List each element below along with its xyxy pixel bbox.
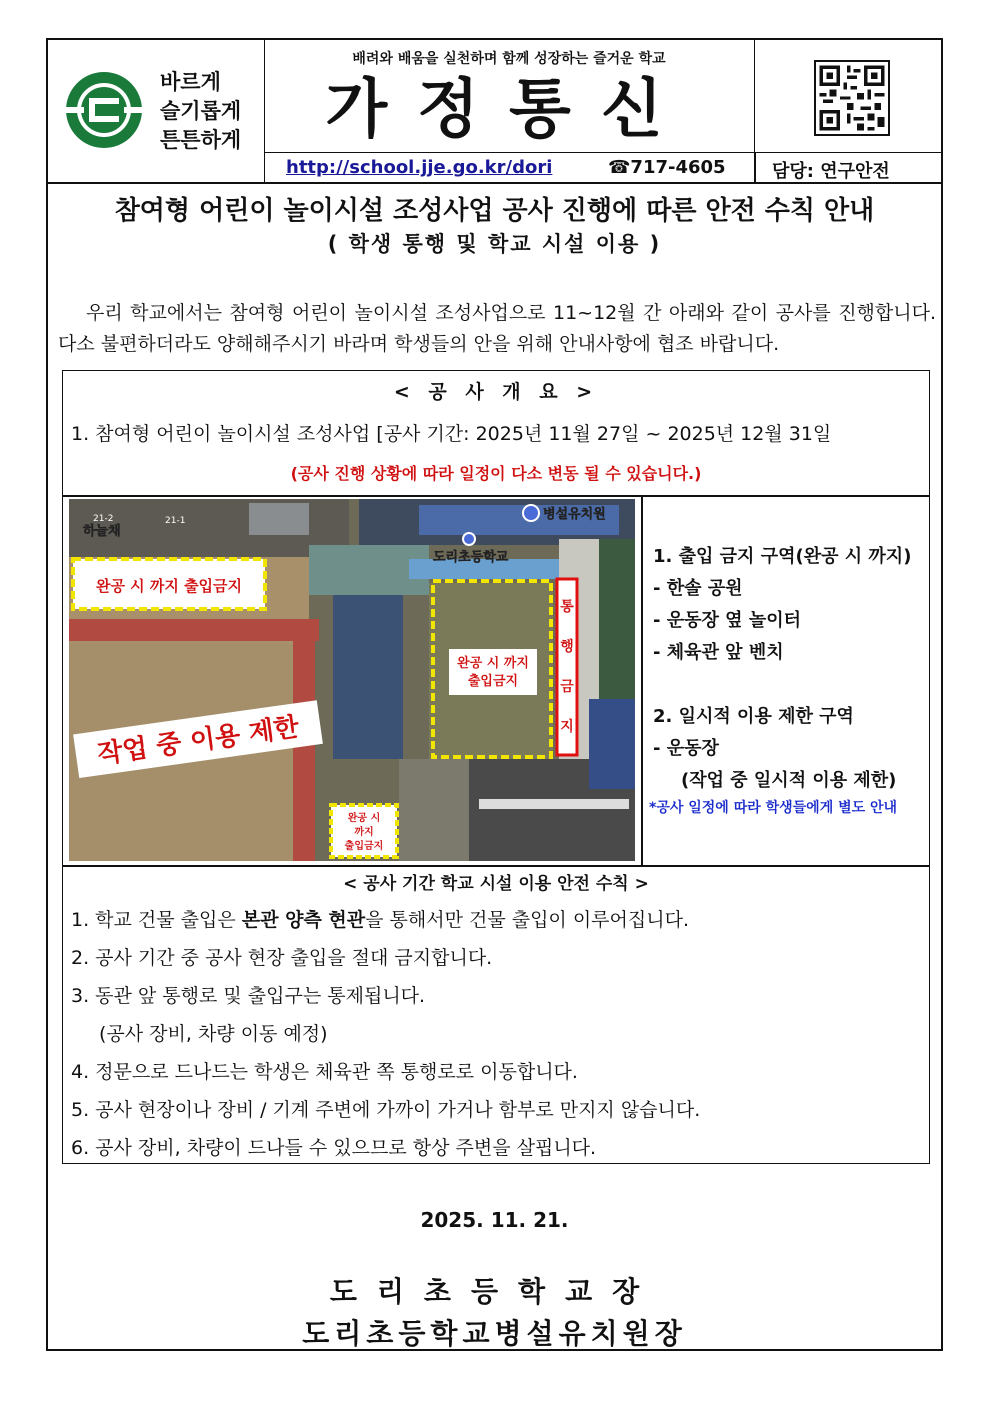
map-zone-bottom-label-2: 까지 [354, 827, 374, 838]
legend-line-2: - 한솔 공원 [653, 578, 743, 599]
intro-paragraph: 우리 학교에서는 참여형 어린이 놀이시설 조성사업으로 11~12월 간 아래와 같이 공사를 진행합니다. 다소 불편하더라도 양해해주시기 바라며 학생들의 안을 위해 안내사항에 협조 바랍니다. [58, 302, 936, 355]
map-lot-number-1: 21-2 [93, 514, 114, 524]
map-place-label: 하늘채 [83, 524, 121, 539]
overview-heading: < 공 사 개 요 > [393, 381, 599, 403]
school-motto [160, 68, 241, 155]
rule-1 [71, 901, 700, 939]
legend-line-1: 1. 출입 금지 구역(완공 시 까지) [653, 546, 912, 567]
rule-4: 4. 정문으로 드나드는 학생은 체육관 쪽 통행로로 이동합니다. [71, 1061, 578, 1083]
legend-line-8: (작업 중 일시적 이용 제한) [681, 770, 897, 791]
content-box [62, 370, 930, 1164]
legend-line-3: - 운동장 옆 놀이터 [653, 610, 801, 631]
logo-cell [48, 40, 265, 182]
map-school-label: 도리초등학교 [433, 550, 509, 565]
legend-line-6: 2. 일시적 이용 제한 구역 [653, 706, 854, 727]
overview-item: 1. 참여형 어린이 놀이시설 조성사업 [공사 기간: 2025년 11월 27일 ~ 2025년 12월 31일 [71, 423, 832, 445]
header-info-row [264, 152, 941, 183]
newsletter-frame [46, 38, 943, 1351]
overview-note: (공사 진행 상황에 따라 일정이 다소 변동 될 수 있습니다.) [290, 464, 702, 483]
map-illustration [69, 499, 635, 861]
map-zone-bottom-label-3: 출입금지 [344, 841, 384, 852]
school-url-link[interactable]: http://school.jje.go.kr/dori [286, 157, 553, 178]
rule-1-post: 을 통해서만 건물 출입이 이루어집니다. [365, 909, 689, 931]
principal-signature: 도리초등학교장 [329, 1275, 660, 1308]
rule-1-pre: 1. 학교 건물 출입은 [71, 909, 242, 931]
school-logo [64, 70, 144, 150]
rule-1-bold: 본관 양측 현관 [241, 909, 366, 931]
map-lot-number-2: 21-1 [165, 516, 186, 526]
notice-subtitle: ( 학생 통행 및 학교 시설 이용 ) [327, 232, 662, 256]
construction-map [69, 499, 635, 861]
divider-bottom [63, 865, 929, 867]
rule-3: 3. 동관 앞 통행로 및 출입구는 통제됩니다. [71, 985, 426, 1007]
phone-number: ☎717-4605 [608, 157, 726, 178]
map-zone-center-label-2: 출입금지 [467, 674, 519, 689]
zone-legend [653, 541, 911, 797]
contact-owner: 담당: 연구안전 [772, 161, 890, 182]
map-no-pass-4: 지 [560, 719, 574, 735]
divider-top [63, 495, 929, 497]
map-zone-center-label-1: 완공 시 까지 [457, 656, 529, 671]
map-no-pass-3: 금 [560, 679, 574, 695]
rule-2: 2. 공사 기간 중 공사 현장 출입을 절대 금지합니다. [71, 947, 493, 969]
divider-vertical [641, 495, 643, 865]
qr-code-icon[interactable] [814, 60, 890, 136]
map-kindergarten-label: 병설유치원 [543, 507, 606, 522]
rule-5: 5. 공사 현장이나 장비 / 기계 주변에 가까이 가거나 함부로 만지지 않습니다. [71, 1099, 701, 1121]
legend-spacer [653, 669, 911, 701]
map-zone-left-label: 완공 시 까지 출입금지 [95, 577, 243, 595]
map-no-pass-1: 통 [560, 599, 574, 615]
notice-title: 참여형 어린이 놀이시설 조성사업 공사 진행에 따른 안전 수칙 안내 [114, 196, 875, 226]
legend-line-4: - 체육관 앞 벤치 [653, 642, 784, 663]
header [48, 40, 941, 184]
safety-rules [71, 901, 700, 1167]
issue-date: 2025. 11. 21. [420, 1208, 569, 1232]
rule-6: 6. 공사 장비, 차량이 드나들 수 있으므로 항상 주변을 살핍니다. [71, 1137, 597, 1159]
motto-line-1: 바르게 [160, 70, 221, 94]
map-restricted-label: 작업 중 이용 제한 [95, 712, 301, 771]
rules-heading: < 공사 기간 학교 시설 이용 안전 수칙 > [343, 874, 649, 894]
motto-line-3: 튼튼하게 [160, 128, 242, 152]
map-zone-bottom-label-1: 완공 시 [347, 813, 381, 824]
kindergarten-director-signature: 도리초등학교병설유치원장 [302, 1317, 687, 1350]
legend-note: *공사 일정에 따라 학생들에게 별도 안내 [649, 800, 898, 816]
rule-3-note: (공사 장비, 차량 이동 예정) [99, 1023, 328, 1045]
map-no-pass-2: 행 [560, 639, 574, 655]
info-divider [754, 153, 756, 183]
newsletter-title: 가정통신 [325, 72, 693, 147]
legend-line-7: - 운동장 [653, 738, 719, 759]
motto-line-2: 슬기롭게 [160, 99, 242, 123]
school-slogan: 배려와 배움을 실천하며 함께 성장하는 즐거운 학교 [352, 51, 666, 67]
